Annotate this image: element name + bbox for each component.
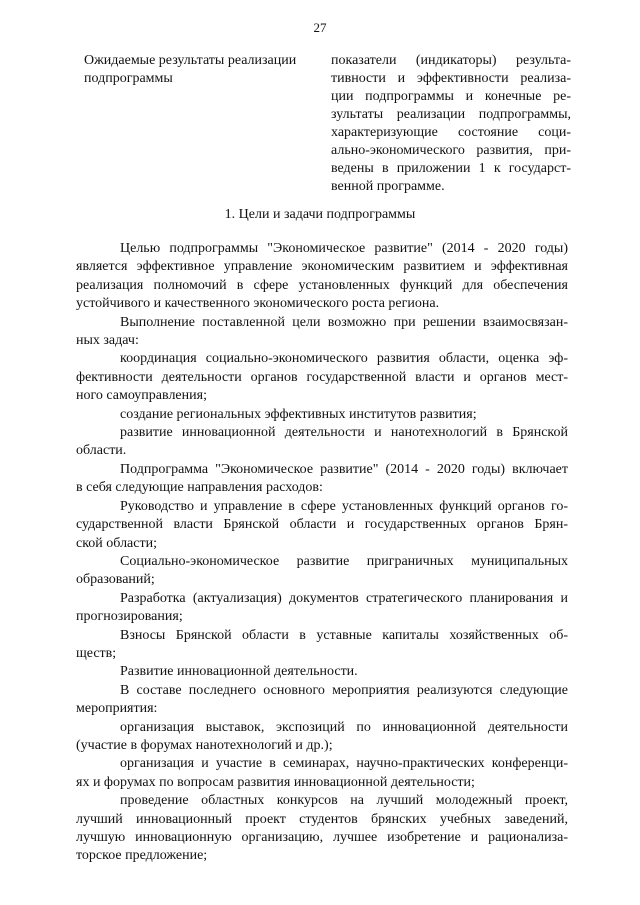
- paragraph-line: Подпрограмма "Экономическое развитие" (2014 - 2020 годы) включает: [120, 461, 568, 477]
- paragraph-line: устойчивого и качественного экономического роста региона.: [76, 296, 440, 312]
- table-right-line: зультаты реализации подпрограммы,: [331, 107, 571, 122]
- paragraph: [76, 314, 568, 351]
- paragraph-line: ществ;: [76, 645, 117, 661]
- paragraph-line: проведение областных конкурсов на лучший молодежный проект,: [120, 793, 568, 809]
- paragraph-line: Развитие инновационной деятельности.: [120, 664, 358, 680]
- paragraph-line: прогнозирования;: [76, 609, 183, 625]
- paragraph-line: В составе последнего основного мероприятия реализуются следующие: [120, 682, 568, 698]
- paragraph-line: Социально-экономическое развитие приграничных муниципальных: [120, 553, 568, 569]
- paragraph-line: в себя следующие направления расходов:: [76, 480, 323, 496]
- paragraph-line: лучший инновационный проект студентов брянских учебных заведений,: [76, 811, 568, 827]
- paragraph-line: Разработка (актуализация) документов стратегического планирования и: [120, 590, 568, 606]
- paragraph-line: Целью подпрограммы "Экономическое развитие" (2014 - 2020 годы): [120, 241, 568, 256]
- paragraph-line: торское предложение;: [76, 848, 208, 864]
- paragraph-line: Взносы Брянской области в уставные капиталы хозяйственных об-: [120, 627, 568, 643]
- paragraph: [76, 663, 568, 681]
- table-right-cell: [331, 52, 571, 196]
- paragraph-line: Руководство и управление в сфере установленных функций органов го-: [120, 498, 568, 514]
- table-right-line: ально-экономического развития, при-: [331, 143, 571, 158]
- paragraph: [76, 498, 568, 553]
- paragraph: [76, 755, 568, 792]
- table-left-line: Ожидаемые результаты реализации: [84, 53, 297, 68]
- table-right-line: венной программе.: [331, 179, 445, 194]
- paragraph-line: организация и участие в семинарах, научно-практических конференци-: [120, 756, 568, 772]
- document-body: [76, 240, 568, 866]
- paragraph-line: ях и форумах по вопросам развития инновационной деятельности;: [76, 774, 475, 790]
- table-left-line: подпрограммы: [84, 71, 173, 86]
- paragraph-line: (участие в форумах нанотехнологий и др.);: [76, 737, 333, 753]
- paragraph-line: развитие инновационной деятельности и нанотехнологий в Брянской: [120, 425, 568, 441]
- paragraph-line: ного самоуправления;: [76, 388, 207, 404]
- paragraph-line: создание региональных эффективных институтов развития;: [120, 406, 477, 422]
- paragraph-line: ской области;: [76, 535, 157, 551]
- paragraph-line: образований;: [76, 572, 155, 588]
- paragraph-line: области.: [76, 443, 127, 459]
- table-right-line: ведены в приложении 1 к государст-: [331, 161, 571, 176]
- paragraph: [76, 792, 568, 866]
- paragraph-line: координация социально-экономического развития области, оценка эф-: [120, 351, 568, 367]
- paragraph-line: Выполнение поставленной цели возможно при решении взаимосвязан-: [120, 314, 568, 330]
- paragraph: [76, 719, 568, 756]
- section-heading: 1. Цели и задачи подпрограммы: [224, 207, 416, 222]
- paragraph-line: ных задач:: [76, 333, 139, 349]
- paragraph-line: организация выставок, экспозиций по инновационной деятельности: [120, 719, 568, 735]
- table-left-cell: [84, 52, 314, 88]
- paragraph: [76, 424, 568, 461]
- paragraph: [76, 240, 568, 314]
- paragraph-line: фективности деятельности органов государственной власти и органов мест-: [76, 369, 568, 385]
- paragraph: [76, 627, 568, 664]
- paragraph: [76, 461, 568, 498]
- table-right-line: ции подпрограммы и конечные ре-: [331, 89, 571, 104]
- paragraph: [76, 553, 568, 590]
- paragraph: [76, 682, 568, 719]
- table-right-line: характеризующие состояние соци-: [331, 125, 571, 140]
- paragraph: [76, 350, 568, 405]
- page-number: 27: [313, 20, 327, 35]
- paragraph-line: является эффективное управление экономическим развитием и эффективная: [76, 259, 568, 275]
- table-right-line: тивности и эффективности реализа-: [331, 71, 571, 86]
- paragraph-line: сударственной власти Брянской области и государственных органов Брян-: [76, 517, 568, 533]
- paragraph-line: мероприятия:: [76, 701, 158, 717]
- paragraph: [76, 590, 568, 627]
- paragraph: [76, 406, 568, 424]
- table-right-line: показатели (индикаторы) результа-: [331, 53, 571, 68]
- paragraph-line: реализация полномочий в сфере установленных функций для обеспечения: [76, 277, 568, 293]
- paragraph-line: лучшую инновационную организацию, лучшее изобретение и рационализа-: [76, 830, 568, 845]
